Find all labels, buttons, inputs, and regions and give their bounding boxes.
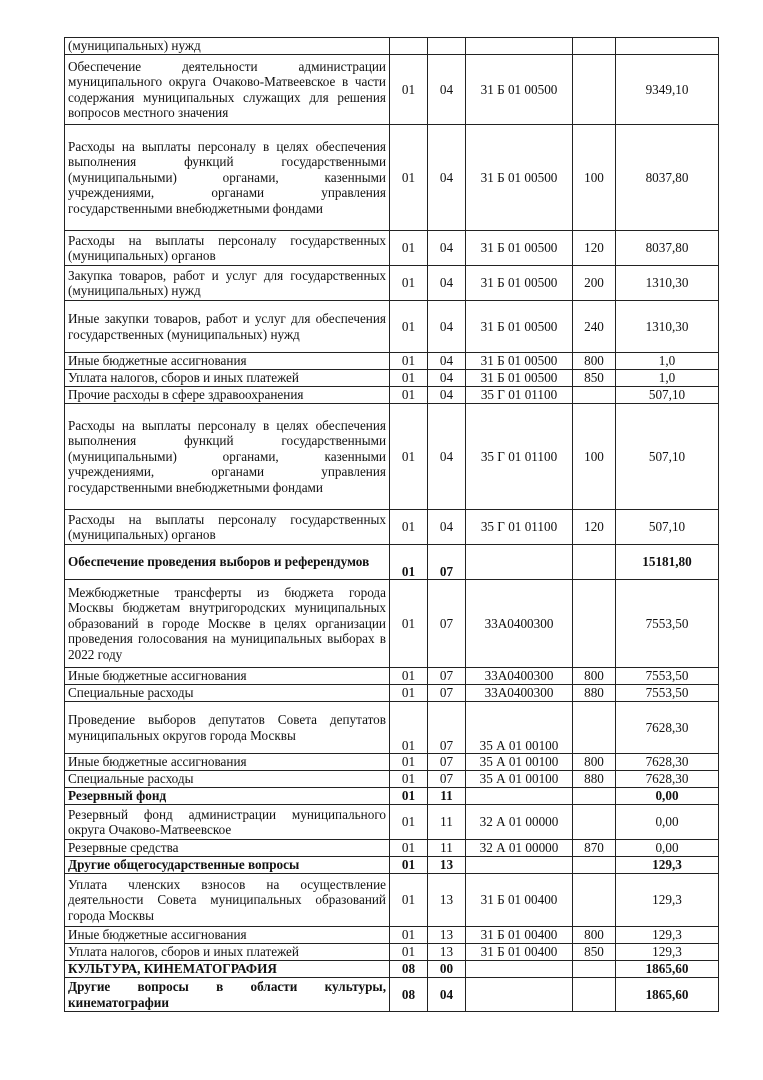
target-article-code: 35 А 01 00100 bbox=[466, 702, 573, 754]
table-row bbox=[65, 404, 719, 510]
section-code: 08 bbox=[390, 978, 428, 1012]
expense-type-code bbox=[573, 55, 616, 125]
expense-type-code bbox=[573, 788, 616, 805]
table-row bbox=[65, 805, 719, 840]
amount: 7628,30 bbox=[616, 754, 719, 771]
expense-type-code bbox=[573, 978, 616, 1012]
section-code: 01 bbox=[390, 387, 428, 404]
item-name: Закупка товаров, работ и услуг для государственных (муниципальных) нужд bbox=[65, 266, 390, 301]
item-name: Расходы на выплаты персоналу государственных (муниципальных) органов bbox=[65, 231, 390, 266]
target-article-code: 31 Б 01 00400 bbox=[466, 874, 573, 927]
section-code: 01 bbox=[390, 545, 428, 580]
section-code: 01 bbox=[390, 266, 428, 301]
target-article-code: 33А0400300 bbox=[466, 685, 573, 702]
expense-type-code: 850 bbox=[573, 370, 616, 387]
expense-type-code: 800 bbox=[573, 353, 616, 370]
amount: 7553,50 bbox=[616, 580, 719, 668]
amount: 507,10 bbox=[616, 404, 719, 510]
subsection-code: 07 bbox=[428, 668, 466, 685]
expense-type-code: 100 bbox=[573, 125, 616, 231]
amount: 8037,80 bbox=[616, 125, 719, 231]
target-article-code: 35 А 01 00100 bbox=[466, 754, 573, 771]
table-row bbox=[65, 927, 719, 944]
amount: 0,00 bbox=[616, 840, 719, 857]
target-article-code: 31 Б 01 00400 bbox=[466, 927, 573, 944]
table-row bbox=[65, 978, 719, 1012]
table-row bbox=[65, 231, 719, 266]
subsection-code: 07 bbox=[428, 545, 466, 580]
section-code: 01 bbox=[390, 370, 428, 387]
item-name: Резервный фонд bbox=[65, 788, 390, 805]
subsection-code: 00 bbox=[428, 961, 466, 978]
item-name: Расходы на выплаты персоналу в целях обеспечения выполнения функций государственными (муниципальными) органами, казенными учреждениями, органами управления государственными внебюджетными фондами bbox=[65, 125, 390, 231]
amount: 129,3 bbox=[616, 874, 719, 927]
item-name: Прочие расходы в сфере здравоохранения bbox=[65, 387, 390, 404]
subsection-code: 13 bbox=[428, 874, 466, 927]
target-article-code: 35 А 01 00100 bbox=[466, 771, 573, 788]
section-code: 01 bbox=[390, 510, 428, 545]
item-name: Резервные средства bbox=[65, 840, 390, 857]
table-row bbox=[65, 771, 719, 788]
item-name: Иные закупки товаров, работ и услуг для обеспечения государственных (муниципальных) нужд bbox=[65, 301, 390, 353]
expense-type-code bbox=[573, 38, 616, 55]
target-article-code bbox=[466, 857, 573, 874]
item-name: (муниципальных) нужд bbox=[65, 38, 390, 55]
amount: 129,3 bbox=[616, 944, 719, 961]
table-row bbox=[65, 702, 719, 754]
section-code: 01 bbox=[390, 580, 428, 668]
target-article-code bbox=[466, 788, 573, 805]
section-code: 01 bbox=[390, 944, 428, 961]
section-code: 01 bbox=[390, 857, 428, 874]
target-article-code: 32 А 01 00000 bbox=[466, 840, 573, 857]
item-name: Межбюджетные трансферты из бюджета города Москвы бюджетам внутригородских муниципальных образований в городе Москве в целях организации проведения голосования на муниципальных выборах в 2022 году bbox=[65, 580, 390, 668]
expense-type-code bbox=[573, 545, 616, 580]
expense-type-code bbox=[573, 702, 616, 754]
section-code: 01 bbox=[390, 231, 428, 266]
table-row bbox=[65, 668, 719, 685]
subsection-code: 04 bbox=[428, 353, 466, 370]
table-row bbox=[65, 580, 719, 668]
target-article-code: 31 Б 01 00500 bbox=[466, 370, 573, 387]
table-row bbox=[65, 545, 719, 580]
target-article-code: 35 Г 01 01100 bbox=[466, 510, 573, 545]
target-article-code: 31 Б 01 00500 bbox=[466, 125, 573, 231]
expense-type-code: 880 bbox=[573, 771, 616, 788]
amount: 507,10 bbox=[616, 387, 719, 404]
expense-type-code bbox=[573, 961, 616, 978]
table-row bbox=[65, 961, 719, 978]
expense-type-code: 880 bbox=[573, 685, 616, 702]
section-code: 01 bbox=[390, 301, 428, 353]
item-name: КУЛЬТУРА, КИНЕМАТОГРАФИЯ bbox=[65, 961, 390, 978]
target-article-code: 31 Б 01 00500 bbox=[466, 301, 573, 353]
table-row bbox=[65, 857, 719, 874]
section-code: 01 bbox=[390, 874, 428, 927]
expense-type-code: 870 bbox=[573, 840, 616, 857]
item-name: Иные бюджетные ассигнования bbox=[65, 353, 390, 370]
subsection-code: 04 bbox=[428, 370, 466, 387]
expense-type-code: 120 bbox=[573, 510, 616, 545]
section-code: 01 bbox=[390, 754, 428, 771]
target-article-code bbox=[466, 961, 573, 978]
section-code: 01 bbox=[390, 685, 428, 702]
table-row bbox=[65, 788, 719, 805]
item-name: Проведение выборов депутатов Совета депутатов муниципальных округов города Москвы bbox=[65, 702, 390, 754]
item-name: Уплата налогов, сборов и иных платежей bbox=[65, 370, 390, 387]
item-name: Иные бюджетные ассигнования bbox=[65, 927, 390, 944]
item-name: Иные бюджетные ассигнования bbox=[65, 754, 390, 771]
subsection-code: 04 bbox=[428, 404, 466, 510]
section-code: 01 bbox=[390, 702, 428, 754]
item-name: Расходы на выплаты персоналу государственных (муниципальных) органов bbox=[65, 510, 390, 545]
section-code: 01 bbox=[390, 771, 428, 788]
section-code: 01 bbox=[390, 805, 428, 840]
expense-type-code: 100 bbox=[573, 404, 616, 510]
expense-type-code: 120 bbox=[573, 231, 616, 266]
expense-type-code bbox=[573, 874, 616, 927]
subsection-code: 04 bbox=[428, 231, 466, 266]
target-article-code: 31 Б 01 00500 bbox=[466, 55, 573, 125]
section-code: 01 bbox=[390, 125, 428, 231]
item-name: Резервный фонд администрации муниципального округа Очаково-Матвеевское bbox=[65, 805, 390, 840]
target-article-code: 31 Б 01 00500 bbox=[466, 231, 573, 266]
amount: 1,0 bbox=[616, 353, 719, 370]
subsection-code bbox=[428, 38, 466, 55]
amount: 7628,30 bbox=[616, 771, 719, 788]
table-row bbox=[65, 38, 719, 55]
item-name: Обеспечение деятельности администрации муниципального округа Очаково-Матвеевское в части содержания муниципальных служащих для решения вопросов местного значения bbox=[65, 55, 390, 125]
subsection-code: 04 bbox=[428, 301, 466, 353]
table-row bbox=[65, 301, 719, 353]
subsection-code: 07 bbox=[428, 685, 466, 702]
amount: 1865,60 bbox=[616, 961, 719, 978]
section-code: 01 bbox=[390, 668, 428, 685]
section-code: 08 bbox=[390, 961, 428, 978]
target-article-code: 31 Б 01 00500 bbox=[466, 353, 573, 370]
item-name: Специальные расходы bbox=[65, 685, 390, 702]
subsection-code: 04 bbox=[428, 510, 466, 545]
subsection-code: 13 bbox=[428, 857, 466, 874]
section-code: 01 bbox=[390, 353, 428, 370]
target-article-code: 33А0400300 bbox=[466, 580, 573, 668]
table-row bbox=[65, 370, 719, 387]
amount: 129,3 bbox=[616, 927, 719, 944]
table-row bbox=[65, 944, 719, 961]
subsection-code: 11 bbox=[428, 840, 466, 857]
table-row bbox=[65, 353, 719, 370]
section-code: 01 bbox=[390, 788, 428, 805]
amount bbox=[616, 38, 719, 55]
target-article-code bbox=[466, 545, 573, 580]
section-code: 01 bbox=[390, 404, 428, 510]
table-row bbox=[65, 510, 719, 545]
table-row bbox=[65, 387, 719, 404]
item-name: Уплата налогов, сборов и иных платежей bbox=[65, 944, 390, 961]
amount: 7628,30 bbox=[616, 702, 719, 754]
subsection-code: 11 bbox=[428, 788, 466, 805]
amount: 0,00 bbox=[616, 805, 719, 840]
budget-table bbox=[64, 37, 719, 1012]
amount: 1310,30 bbox=[616, 266, 719, 301]
amount: 7553,50 bbox=[616, 668, 719, 685]
amount: 0,00 bbox=[616, 788, 719, 805]
amount: 9349,10 bbox=[616, 55, 719, 125]
table-row bbox=[65, 874, 719, 927]
target-article-code bbox=[466, 38, 573, 55]
budget-table-body bbox=[65, 38, 719, 1012]
item-name: Специальные расходы bbox=[65, 771, 390, 788]
expense-type-code bbox=[573, 387, 616, 404]
subsection-code: 04 bbox=[428, 978, 466, 1012]
subsection-code: 04 bbox=[428, 387, 466, 404]
item-name: Другие вопросы в области культуры, кинематографии bbox=[65, 978, 390, 1012]
target-article-code: 33А0400300 bbox=[466, 668, 573, 685]
table-row bbox=[65, 685, 719, 702]
section-code: 01 bbox=[390, 927, 428, 944]
table-row bbox=[65, 840, 719, 857]
target-article-code: 35 Г 01 01100 bbox=[466, 387, 573, 404]
table-row bbox=[65, 125, 719, 231]
expense-type-code: 800 bbox=[573, 754, 616, 771]
subsection-code: 11 bbox=[428, 805, 466, 840]
subsection-code: 07 bbox=[428, 702, 466, 754]
table-row bbox=[65, 55, 719, 125]
expense-type-code: 800 bbox=[573, 668, 616, 685]
amount: 7553,50 bbox=[616, 685, 719, 702]
section-code: 01 bbox=[390, 840, 428, 857]
target-article-code: 31 Б 01 00500 bbox=[466, 266, 573, 301]
section-code bbox=[390, 38, 428, 55]
amount: 1865,60 bbox=[616, 978, 719, 1012]
subsection-code: 13 bbox=[428, 927, 466, 944]
subsection-code: 04 bbox=[428, 125, 466, 231]
subsection-code: 04 bbox=[428, 55, 466, 125]
item-name: Уплата членских взносов на осуществление деятельности Совета муниципальных образований города Москвы bbox=[65, 874, 390, 927]
subsection-code: 04 bbox=[428, 266, 466, 301]
target-article-code: 35 Г 01 01100 bbox=[466, 404, 573, 510]
subsection-code: 13 bbox=[428, 944, 466, 961]
amount: 1,0 bbox=[616, 370, 719, 387]
expense-type-code bbox=[573, 857, 616, 874]
amount: 507,10 bbox=[616, 510, 719, 545]
item-name: Иные бюджетные ассигнования bbox=[65, 668, 390, 685]
expense-type-code: 200 bbox=[573, 266, 616, 301]
item-name: Обеспечение проведения выборов и референдумов bbox=[65, 545, 390, 580]
expense-type-code: 240 bbox=[573, 301, 616, 353]
target-article-code bbox=[466, 978, 573, 1012]
section-code: 01 bbox=[390, 55, 428, 125]
expense-type-code: 800 bbox=[573, 927, 616, 944]
item-name: Другие общегосударственные вопросы bbox=[65, 857, 390, 874]
amount: 1310,30 bbox=[616, 301, 719, 353]
amount: 129,3 bbox=[616, 857, 719, 874]
item-name: Расходы на выплаты персоналу в целях обеспечения выполнения функций государственными (муниципальными) органами, казенными учреждениями, органами управления государственными внебюджетными фондами bbox=[65, 404, 390, 510]
amount: 8037,80 bbox=[616, 231, 719, 266]
expense-type-code bbox=[573, 580, 616, 668]
expense-type-code: 850 bbox=[573, 944, 616, 961]
subsection-code: 07 bbox=[428, 754, 466, 771]
subsection-code: 07 bbox=[428, 771, 466, 788]
table-row bbox=[65, 754, 719, 771]
expense-type-code bbox=[573, 805, 616, 840]
table-row bbox=[65, 266, 719, 301]
target-article-code: 31 Б 01 00400 bbox=[466, 944, 573, 961]
amount: 15181,80 bbox=[616, 545, 719, 580]
subsection-code: 07 bbox=[428, 580, 466, 668]
target-article-code: 32 А 01 00000 bbox=[466, 805, 573, 840]
